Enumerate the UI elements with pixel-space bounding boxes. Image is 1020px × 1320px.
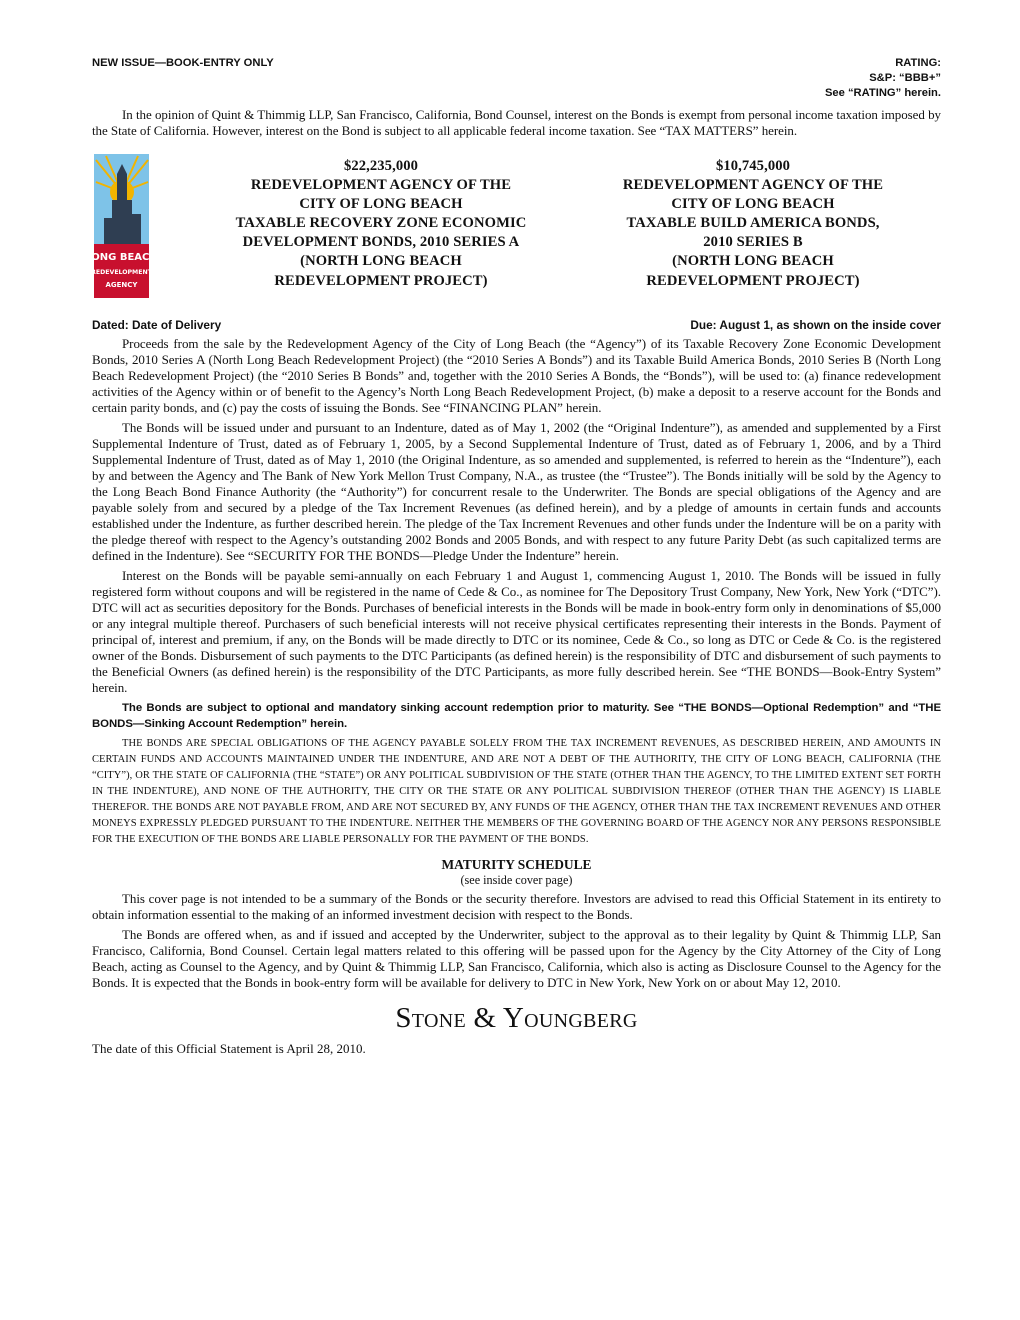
issue-type: NEW ISSUE—BOOK-ENTRY ONLY (92, 57, 274, 69)
series-b-line: (NORTH LONG BEACH (672, 253, 834, 270)
title-block (85, 152, 941, 300)
series-b-title (577, 157, 929, 291)
logo-text-line1: LONG BEACH (85, 252, 158, 263)
rating-label: RATING: (895, 57, 941, 69)
series-b-line: 2010 SERIES B (703, 234, 803, 251)
redemption-note: The Bonds are subject to optional and mandatory sinking account redemption prior to maturity. See “THE BONDS—Optional Redemption” and “THE BONDS—Sinking Account Redemption” herein. (92, 702, 941, 730)
due-date: Due: August 1, as shown on the inside cover (690, 318, 941, 332)
logo-text-line2: REDEVELOPMENT (91, 269, 152, 276)
series-a-line: REDEVELOPMENT PROJECT) (274, 272, 488, 289)
maturity-schedule (92, 856, 941, 888)
indenture-paragraph: The Bonds will be issued under and pursuant to an Indenture, dated as of May 1, 2002 (the “Original Indenture”), as amended and supplemented by a First Supplemental Indenture of Trust, dated as of February 1, 2005, by a Second Supplemental Indenture of Trust, dated as of February 1, 2006, and by a Third Supplemental Indenture of Trust, dated as of May 1, 2010 (the Original Indenture, as so amended and supplemented, is referred to herein as the “Indenture”), each by and between the Agency and The Bank of New York Mellon Trust Company, N.A., as trustee (the “Trustee”). The Bonds initially will be sold by the Agency to the Long Beach Bond Finance Authority (the “Authority”) for concurrent resale to the Underwriter. The Bonds are special obligations of the Agency and are payable solely from and secured by a pledge of the Tax Increment Revenues (as defined herein), and by a pledge of amounts in certain funds and accounts established under the Indenture, as further described herein. The pledge of the Tax Increment Revenues and other funds under the Indenture will be on a parity with the pledge thereof with respect to the Agency’s outstanding 2002 Bonds and 2005 Bonds, and with respect to any future Parity Debt (as such capitalized terms are defined in the Indenture). See “SECURITY FOR THE BONDS—Pledge Under the Indenture” herein. (92, 420, 941, 563)
body-text (92, 336, 941, 848)
proceeds-paragraph: Proceeds from the sale by the Redevelopment Agency of the City of Long Beach (the “Agency”) of its Taxable Recovery Zone Economic Development Bonds, 2010 Series A (North Long Beach Redevelopment Project) (the “2010 Series A Bonds”) and its Taxable Build America Bonds, 2010 Series B (North Long Beach Redevelopment Project) (the “2010 Series B Bonds” and, together with the 2010 Series A Bonds, the “Bonds”), will be used to: (a) finance redevelopment activities of the Agency within or of benefit to the Agency’s North Long Beach Redevelopment Project, (b) make a deposit to a reserve account for the Bonds and certain parity bonds, and (c) pay the costs of issuing the Bonds. See “FINANCING PLAN” herein. (92, 336, 941, 415)
rating-value: S&P: “BBB+” (869, 72, 941, 84)
header (92, 56, 941, 101)
series-a-line: (NORTH LONG BEACH (300, 253, 462, 270)
cover-disclaimer-paragraph: This cover page is not intended to be a summary of the Bonds or the security therefore. Investors are advised to read this Official Statement in its entirety to obtain information essential to the making of an informed investment decision with respect to the Bonds. (92, 891, 941, 922)
rating-block (825, 56, 941, 101)
series-a-line: REDEVELOPMENT AGENCY OF THE (250, 177, 512, 194)
maturity-schedule-title: MATURITY SCHEDULE (441, 857, 592, 872)
bond-counsel-opinion: In the opinion of Quint & Thimmig LLP, San Francisco, California, Bond Counsel, interest on the Bonds is exempt from personal income taxation imposed by the State of California. However, interest on the Bond is subject to all applicable federal income taxation. See “TAX MATTERS” herein. (92, 107, 941, 138)
underwriter-name: Stone & Youngberg (395, 1002, 638, 1034)
series-b-amount: $10,745,000 (715, 158, 791, 174)
series-b-line: TAXABLE BUILD AMERICA BONDS, (626, 215, 880, 232)
series-a-line: CITY OF LONG BEACH (299, 196, 463, 213)
series-a-line: TAXABLE RECOVERY ZONE ECONOMIC (235, 215, 527, 232)
long-beach-redevelopment-agency-logo (85, 152, 158, 300)
offering-paragraph: The Bonds are offered when, as and if issued and accepted by the Underwriter, subject to the approval as to their legality by Quint & Thimmig LLP, San Francisco, California, Bond Counsel. Certain legal matters related to this offering will be passed upon for the Agency by the City Attorney of the City of Long Beach, acting as Counsel to the Agency, and by Quint & Thimmig LLP, San Francisco, California, which also is acting as Disclosure Counsel to the Agency for the Bonds. It is expected that the Bonds in book-entry form will be available for delivery to DTC in New York, New York on or about May 12, 2010. (92, 927, 941, 990)
rating-reference: See “RATING” herein. (824, 87, 941, 99)
dates-row (92, 317, 941, 333)
series-b-line: REDEVELOPMENT PROJECT) (646, 272, 860, 289)
official-statement-cover (85, 56, 941, 1057)
statement-date: The date of this Official Statement is April 28, 2010. (92, 1041, 366, 1056)
series-a-line: DEVELOPMENT BONDS, 2010 SERIES A (242, 234, 520, 251)
series-b-line: REDEVELOPMENT AGENCY OF THE (622, 177, 884, 194)
series-a-amount: $22,235,000 (343, 158, 419, 174)
series-a-title (205, 157, 557, 291)
closing-text (92, 891, 941, 991)
special-obligations-notice: THE BONDS ARE SPECIAL OBLIGATIONS OF THE AGENCY PAYABLE SOLELY FROM THE TAX INCREMENT REVENUES, AS DESCRIBED HEREIN, AND AMOUNTS IN CERTAIN FUNDS AND ACCOUNTS MAINTAINED UNDER THE INDENTURE, AND ARE NOT A DEBT OF THE AUTHORITY, THE CITY OF LONG BEACH, CALIFORNIA (THE “CITY”), OR THE STATE OF CALIFORNIA (THE “STATE”) OR ANY POLITICAL SUBDIVISION OF THE STATE (OTHER THAN THE AGENCY, TO THE LIMITED EXTENT SET FORTH IN THE INDENTURE), AND NONE OF THE AUTHORITY, THE CITY OR THE STATE OR ANY POLITICAL SUBDIVISION THEREOF (OTHER THAN THE AGENCY) IS LIABLE THEREFOR. THE BONDS ARE NOT PAYABLE FROM, AND ARE NOT SECURED BY, ANY FUNDS OF THE AGENCY, OTHER THAN THE TAX INCREMENT REVENUES AND OTHER MONEYS EXPRESSLY PLEDGED PURSUANT TO THE INDENTURE. NEITHER THE MEMBERS OF THE GOVERNING BOARD OF THE AGENCY NOR ANY PERSONS RESPONSIBLE FOR THE EXECUTION OF THE BONDS ARE LIABLE PERSONALLY FOR THE PAYMENT OF THE BONDS. (92, 738, 941, 845)
logo-text-line3: AGENCY (105, 281, 138, 289)
maturity-schedule-subtitle: (see inside cover page) (460, 873, 573, 887)
series-b-line: CITY OF LONG BEACH (671, 196, 835, 213)
interest-paragraph: Interest on the Bonds will be payable semi-annually on each February 1 and August 1, commencing August 1, 2010. The Bonds will be issued in fully registered form without coupons and will be registered in the name of Cede & Co., as nominee for The Depository Trust Company, New York, New York (“DTC”). DTC will act as securities depository for the Bonds. Purchases of beneficial interests in the Bonds will be made in book-entry form only in denominations of $5,000 or any integral multiple thereof. Purchasers of such beneficial interests will not receive physical certificates representing their interests in the Bonds. Payment of principal of, interest and premium, if any, on the Bonds will be made directly to DTC or its nominee, Cede & Co., so long as DTC or Cede & Co. is the registered owner of the Bonds. Disbursement of such payments to the DTC Participants (as defined herein) is the responsibility of DTC and disbursement of such payments to the Beneficial Owners (as defined herein) is the responsibility of the DTC Participants, as more fully described herein. See “THE BONDS—Book-Entry System” herein. (92, 568, 941, 695)
dated-date: Dated: Date of Delivery (92, 318, 222, 332)
